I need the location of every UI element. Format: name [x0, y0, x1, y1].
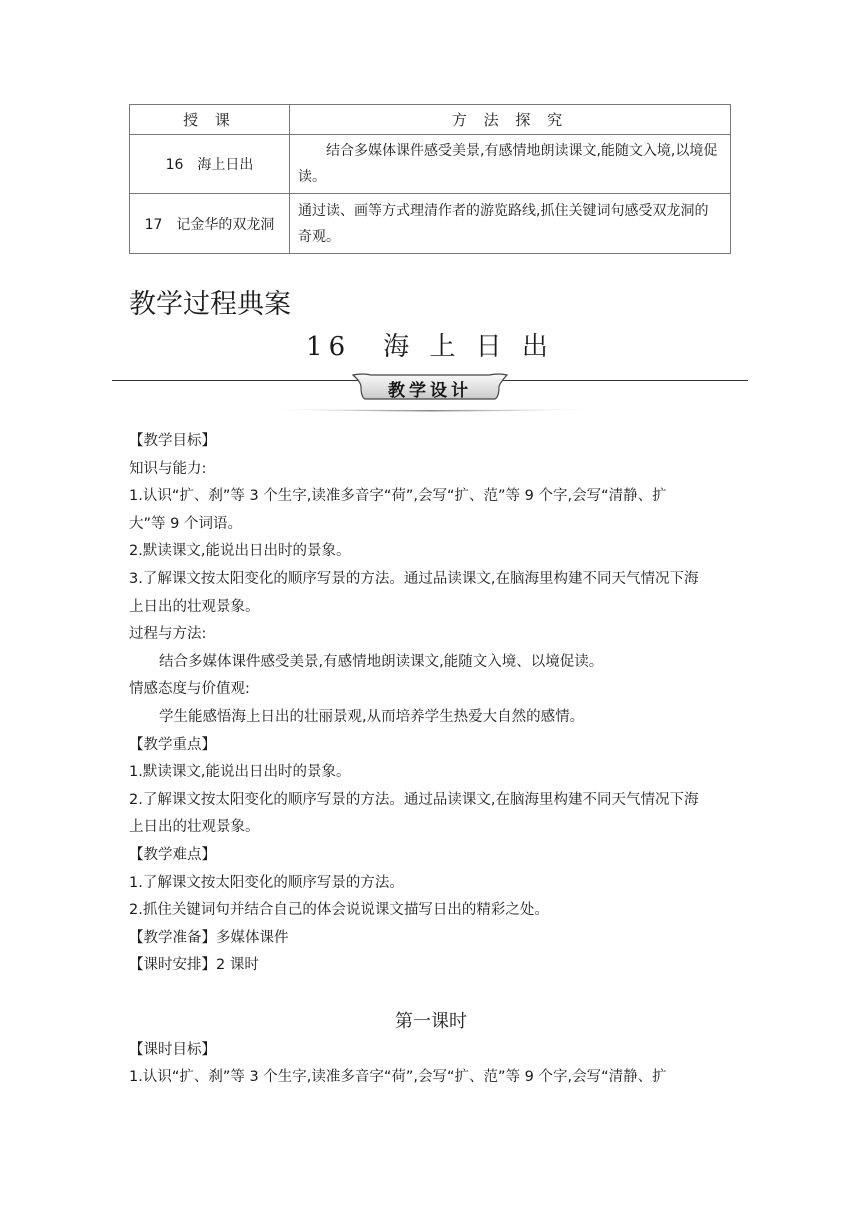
- period-objectives-heading: 【课时目标】: [129, 1041, 216, 1058]
- section-title: 教学过程典案: [129, 289, 291, 320]
- teaching-design-banner: [349, 372, 511, 402]
- lesson-method-table: [129, 104, 731, 254]
- lesson-cell: 16 海上日出: [130, 135, 290, 194]
- table-header-row: [130, 105, 731, 135]
- key-point-item: 2.了解课文按太阳变化的顺序写景的方法。通过品读课文,在脑海里构建不同天气情况下海: [129, 791, 699, 808]
- objective-item: 3.了解课文按太阳变化的顺序写景的方法。通过品读课文,在脑海里构建不同天气情况下海: [129, 570, 699, 587]
- lesson-plan-body: [129, 428, 733, 1092]
- lesson-cell: 17 记金华的双龙洞: [130, 194, 290, 254]
- objective-item-cont: 上日出的壮观景象。: [129, 598, 260, 615]
- header-lesson: 授 课: [130, 105, 290, 135]
- preparation-line: 【教学准备】多媒体课件: [129, 929, 289, 946]
- objective-item-cont: 大”等 9 个词语。: [129, 515, 242, 532]
- banner-shadow-swoosh: [262, 408, 598, 414]
- banner-label: 教学设计: [388, 381, 472, 401]
- knowledge-ability-label: 知识与能力:: [129, 460, 207, 477]
- key-points-heading: 【教学重点】: [129, 736, 216, 753]
- key-point-item: 1.默读课文,能说出日出时的景象。: [129, 764, 351, 781]
- difficulty-item: 2.抓住关键词句并结合自己的体会说说课文描写日出的精彩之处。: [129, 902, 549, 919]
- attitude-values-text: 学生能感悟海上日出的壮丽景观,从而培养学生热爱大自然的感情。: [159, 708, 585, 725]
- objective-item: 1.认识“扩、刹”等 3 个生字,读准多音字“荷”,会写“扩、范”等 9 个字,会写“清静、扩: [129, 488, 667, 505]
- objectives-heading: 【教学目标】: [129, 433, 216, 449]
- header-method: 方 法 探 究: [290, 105, 731, 135]
- objective-item: 2.默读课文,能说出日出时的景象。: [129, 543, 351, 560]
- period-objective-item: 1.认识“扩、刹”等 3 个生字,读准多音字“荷”,会写“扩、范”等 9 个字,会写“清静、扩: [129, 1069, 667, 1086]
- method-cell: 通过读、画等方式理清作者的游览路线,抓住关键词句感受双龙洞的奇观。: [290, 194, 731, 254]
- lesson-title: 16 海 上 日 出: [306, 332, 554, 362]
- method-cell: 结合多媒体课件感受美景,有感情地朗读课文,能随文入境,以境促读。: [290, 135, 731, 194]
- schedule-line: 【课时安排】2 课时: [129, 957, 259, 974]
- table-row: [130, 135, 731, 194]
- process-method-label: 过程与方法:: [129, 626, 207, 643]
- difficulties-heading: 【教学难点】: [129, 846, 216, 863]
- key-point-item-cont: 上日出的壮观景象。: [129, 819, 260, 836]
- table-row: [130, 194, 731, 254]
- attitude-values-label: 情感态度与价值观:: [129, 681, 250, 698]
- difficulty-item: 1.了解课文按太阳变化的顺序写景的方法。: [129, 874, 404, 891]
- process-method-text: 结合多媒体课件感受美景,有感情地朗读课文,能随文入境、以境促读。: [159, 653, 604, 670]
- period-title: 第一课时: [395, 1010, 467, 1032]
